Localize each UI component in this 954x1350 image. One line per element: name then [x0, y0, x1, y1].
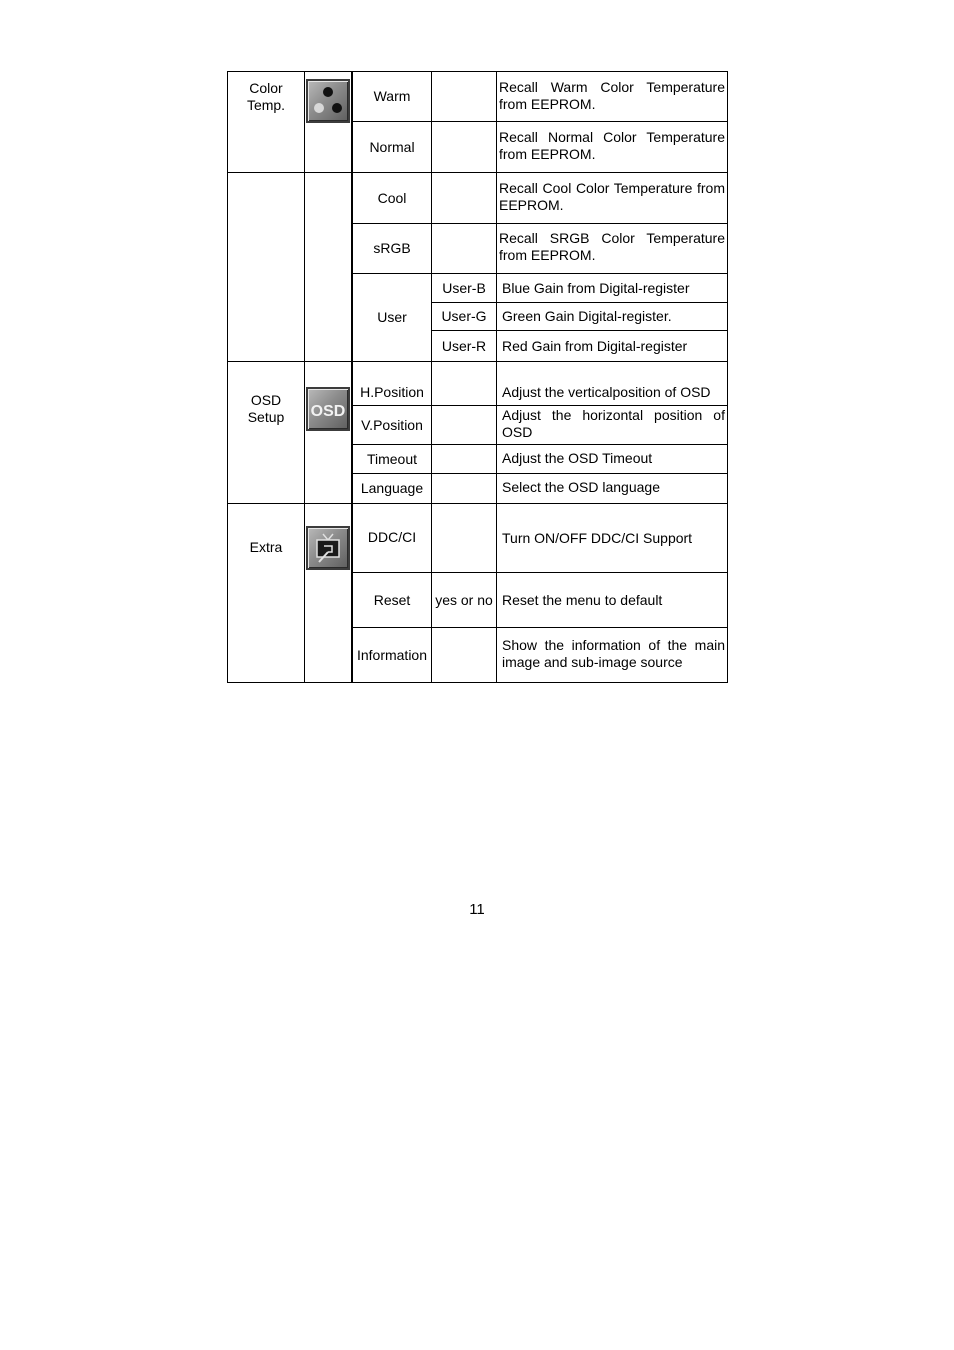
- item-reset: Reset: [373, 591, 411, 608]
- item-ddc-ci: DDC/CI: [367, 528, 417, 545]
- item-srgb: sRGB: [373, 240, 411, 256]
- item-user: User: [377, 309, 407, 325]
- desc-normal: Recall Normal Color Temperature from EEPROM.: [499, 129, 725, 162]
- item-timeout: Timeout: [366, 450, 418, 467]
- table-border: [727, 71, 728, 683]
- desc-information: Show the information of the main image and sub-image source: [502, 637, 725, 670]
- item-cool: Cool: [377, 189, 407, 206]
- table-border: [227, 361, 728, 362]
- desc-cool: Recall Cool Color Temperature from EEPROM.: [499, 180, 725, 213]
- desc-ddc-ci: Turn ON/OFF DDC/CI Support: [502, 529, 693, 546]
- item-language: Language: [360, 480, 424, 496]
- section-label-color-temp: Color Temp.: [246, 80, 286, 113]
- value-reset: yes or no: [435, 591, 493, 608]
- svg-text:OSD: OSD: [310, 403, 346, 420]
- desc-reset: Reset the menu to default: [502, 591, 663, 608]
- item-warm: Warm: [373, 88, 411, 104]
- desc-user-g: Green Gain Digital-register.: [502, 308, 672, 324]
- table-border: [227, 682, 728, 683]
- item-normal: Normal: [369, 138, 415, 155]
- desc-v-position: Adjust the horizontal position of OSD: [502, 407, 725, 440]
- desc-timeout: Adjust the OSD Timeout: [502, 449, 653, 466]
- extra-icon: [306, 526, 350, 570]
- table-border: [227, 71, 228, 683]
- desc-warm: Recall Warm Color Temperature from EEPROM.: [499, 79, 725, 112]
- page-number: 11: [469, 901, 485, 918]
- item-v-position: V.Position: [361, 416, 423, 433]
- sub-user-r: User-R: [441, 337, 487, 354]
- table-border: [227, 71, 728, 72]
- desc-srgb: Recall SRGB Color Temperature from EEPROM.: [499, 230, 725, 263]
- sub-user-g: User-G: [441, 308, 487, 324]
- item-information: Information: [356, 646, 428, 663]
- osd-setup-icon: [306, 387, 350, 431]
- table-border: [227, 172, 352, 173]
- table-border: [304, 71, 305, 683]
- desc-language: Select the OSD language: [502, 479, 660, 495]
- desc-user-r: Red Gain from Digital-register: [502, 337, 688, 354]
- section-label-extra: Extra: [249, 538, 283, 555]
- item-h-position: H.Position: [360, 384, 424, 400]
- sub-user-b: User-B: [442, 279, 486, 296]
- desc-h-position: Adjust the verticalposition of OSD: [502, 384, 711, 400]
- desc-user-b: Blue Gain from Digital-register: [502, 279, 690, 296]
- color-temp-icon: [306, 79, 350, 123]
- section-label-osd-setup: OSD Setup: [247, 392, 285, 425]
